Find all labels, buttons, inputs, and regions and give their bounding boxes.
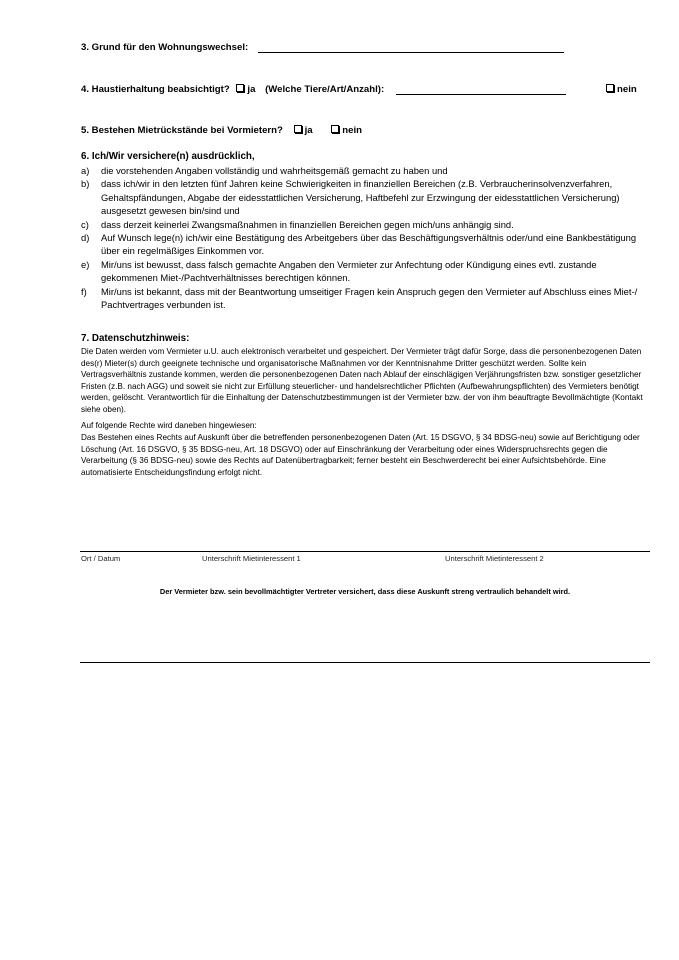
q4-yes-checkbox[interactable] <box>236 84 244 92</box>
item-text: Mir/uns ist bekannt, dass mit der Beantwortung umseitiger Fragen kein Anspruch gegen den Vermieter auf Abschluss eines Miet-/ Pachtvertrages verbunden ist. <box>101 285 638 311</box>
item-marker: e) <box>81 258 90 270</box>
q4-row <box>81 84 384 95</box>
q4-no-option <box>606 84 637 95</box>
list-item <box>81 218 651 231</box>
rights-intro: Auf folgende Rechte wird daneben hingewiesen: <box>81 421 257 430</box>
q5-no-label: nein <box>342 125 362 136</box>
list-item <box>81 231 651 258</box>
item-text: Auf Wunsch lege(n) ich/wir eine Bestätigung des Arbeitgebers über das Beschäftigungsverhältnis oder/und eine Bankbestätigung über ein regelmäßiges Einkommen vor. <box>101 232 637 257</box>
item-marker: a) <box>81 165 90 176</box>
q5-no-checkbox[interactable] <box>331 125 339 133</box>
item-text: die vorstehenden Angaben vollständig und wahrheitsgemäß gemacht zu haben und <box>101 165 448 176</box>
signature1-label: Unterschrift Mietinteressent 1 <box>202 554 301 563</box>
item-marker: f) <box>81 285 87 297</box>
q5-row <box>81 125 362 136</box>
item-marker: c) <box>81 218 89 230</box>
landlord-signature-line[interactable] <box>80 662 650 663</box>
q4-no-checkbox[interactable] <box>606 84 614 92</box>
landlord-confidentiality-note: Der Vermieter bzw. sein bevollmächtigter Vertreter versichert, dass diese Auskunft streng vertraulich behandelt wird. <box>159 587 571 596</box>
section6-list <box>81 164 651 311</box>
q3-answer-line[interactable] <box>258 52 564 53</box>
list-item <box>81 177 651 217</box>
q3-label: 3. Grund für den Wohnungswechsel: <box>81 42 249 53</box>
privacy-paragraph: Die Daten werden vom Vermieter u.U. auch elektronisch verarbeitet und gespeichert. Der Vermieter trägt dafür Sorge, dass die personenbezogenen Daten des(r) Mieter(s) durch geeignete technische und organisatorische Maßnahmen vor der Kenntnisnahme Dritter geschützt werden. Sollte kein Vertragsverhältnis zustande kommen, werden die personenbezogenen Daten nach Ablauf der einschlägigen Verjährungsfristen bzw. sonstiger gesetzlicher Fristen (z.B. nach AGG) und soweit sie nicht zur Erfüllung steuerlicher- und handelsrechtlicher Pflichten (Aufbewahrungspflichten) des Vermieters benötigt werden, gelöscht. Verantwortlich für die Einhaltung der Datenschutzbestimmungen ist der Vermieter bzw. der von ihm beauftragte Bevollmächtigte (Kontakt siehe oben). <box>81 347 643 414</box>
q4-detail-label: (Welche Tiere/Art/Anzahl): <box>265 84 385 95</box>
q4-no-label: nein <box>617 84 637 95</box>
q4-yes-label: ja <box>247 84 256 95</box>
q5-label: 5. Bestehen Mietrückstände bei Vormietern? <box>81 125 283 136</box>
section6-heading: 6. Ich/Wir versichere(n) ausdrücklich, <box>81 151 255 162</box>
item-marker: d) <box>81 232 90 244</box>
q4-detail-line[interactable] <box>396 94 566 95</box>
q5-yes-label: ja <box>304 125 313 136</box>
list-item <box>81 258 651 285</box>
item-text: dass ich/wir in den letzten fünf Jahren keine Schwierigkeiten in finanziellen Bereichen (z.B. Verbraucherinsolvenzverfahren, Gehaltspfändungen, Abgabe der eidesstattlichen Versicherung, Haftbefehl zur Erzwingung der eidesstattlichen Versicherung) ausgesetzt gewesen bin/sind und <box>101 178 620 217</box>
item-marker: b) <box>81 178 90 190</box>
rights-paragraph: Das Bestehen eines Rechts auf Auskunft über die betreffenden personenbezogenen Daten (Art. 15 DSGVO, § 34 BDSG-neu) sowie auf Berichtigung oder Löschung (Art. 16 DSGVO, § 35 BDSG-neu, Art. 18 DSGVO) oder auf Einschränkung der Verarbeitung oder eines Widerspruchsrechts gegen die Verarbeitung (§ 36 BDSG-neu) sowie des Rechts auf Datenübertragbarkeit; ferner besteht ein Beschwerderecht bei einer Aufsichtsbehörde. Eine automatisierte Entscheidungsfindung erfolgt nicht. <box>81 433 640 477</box>
signature2-label: Unterschrift Mietinteressent 2 <box>445 554 544 563</box>
list-item <box>81 285 651 312</box>
item-text: dass derzeit keinerlei Zwangsmaßnahmen in finanziellen Bereichen gegen mich/uns anhängig sind. <box>101 218 514 230</box>
item-text: Mir/uns ist bewusst, dass falsch gemachte Angaben den Vermieter zur Anfechtung oder Kündigung eines evtl. zustande gekommenen Miet-/Pachtverhältnisses berechtigen können. <box>101 258 597 284</box>
place-date-label: Ort / Datum <box>81 554 121 563</box>
signature-line[interactable] <box>80 551 650 552</box>
q5-yes-checkbox[interactable] <box>294 125 302 133</box>
section7-heading: 7. Datenschutzhinweis: <box>81 333 190 344</box>
q4-label: 4. Haustierhaltung beabsichtigt? <box>81 84 230 95</box>
list-item <box>81 164 651 177</box>
